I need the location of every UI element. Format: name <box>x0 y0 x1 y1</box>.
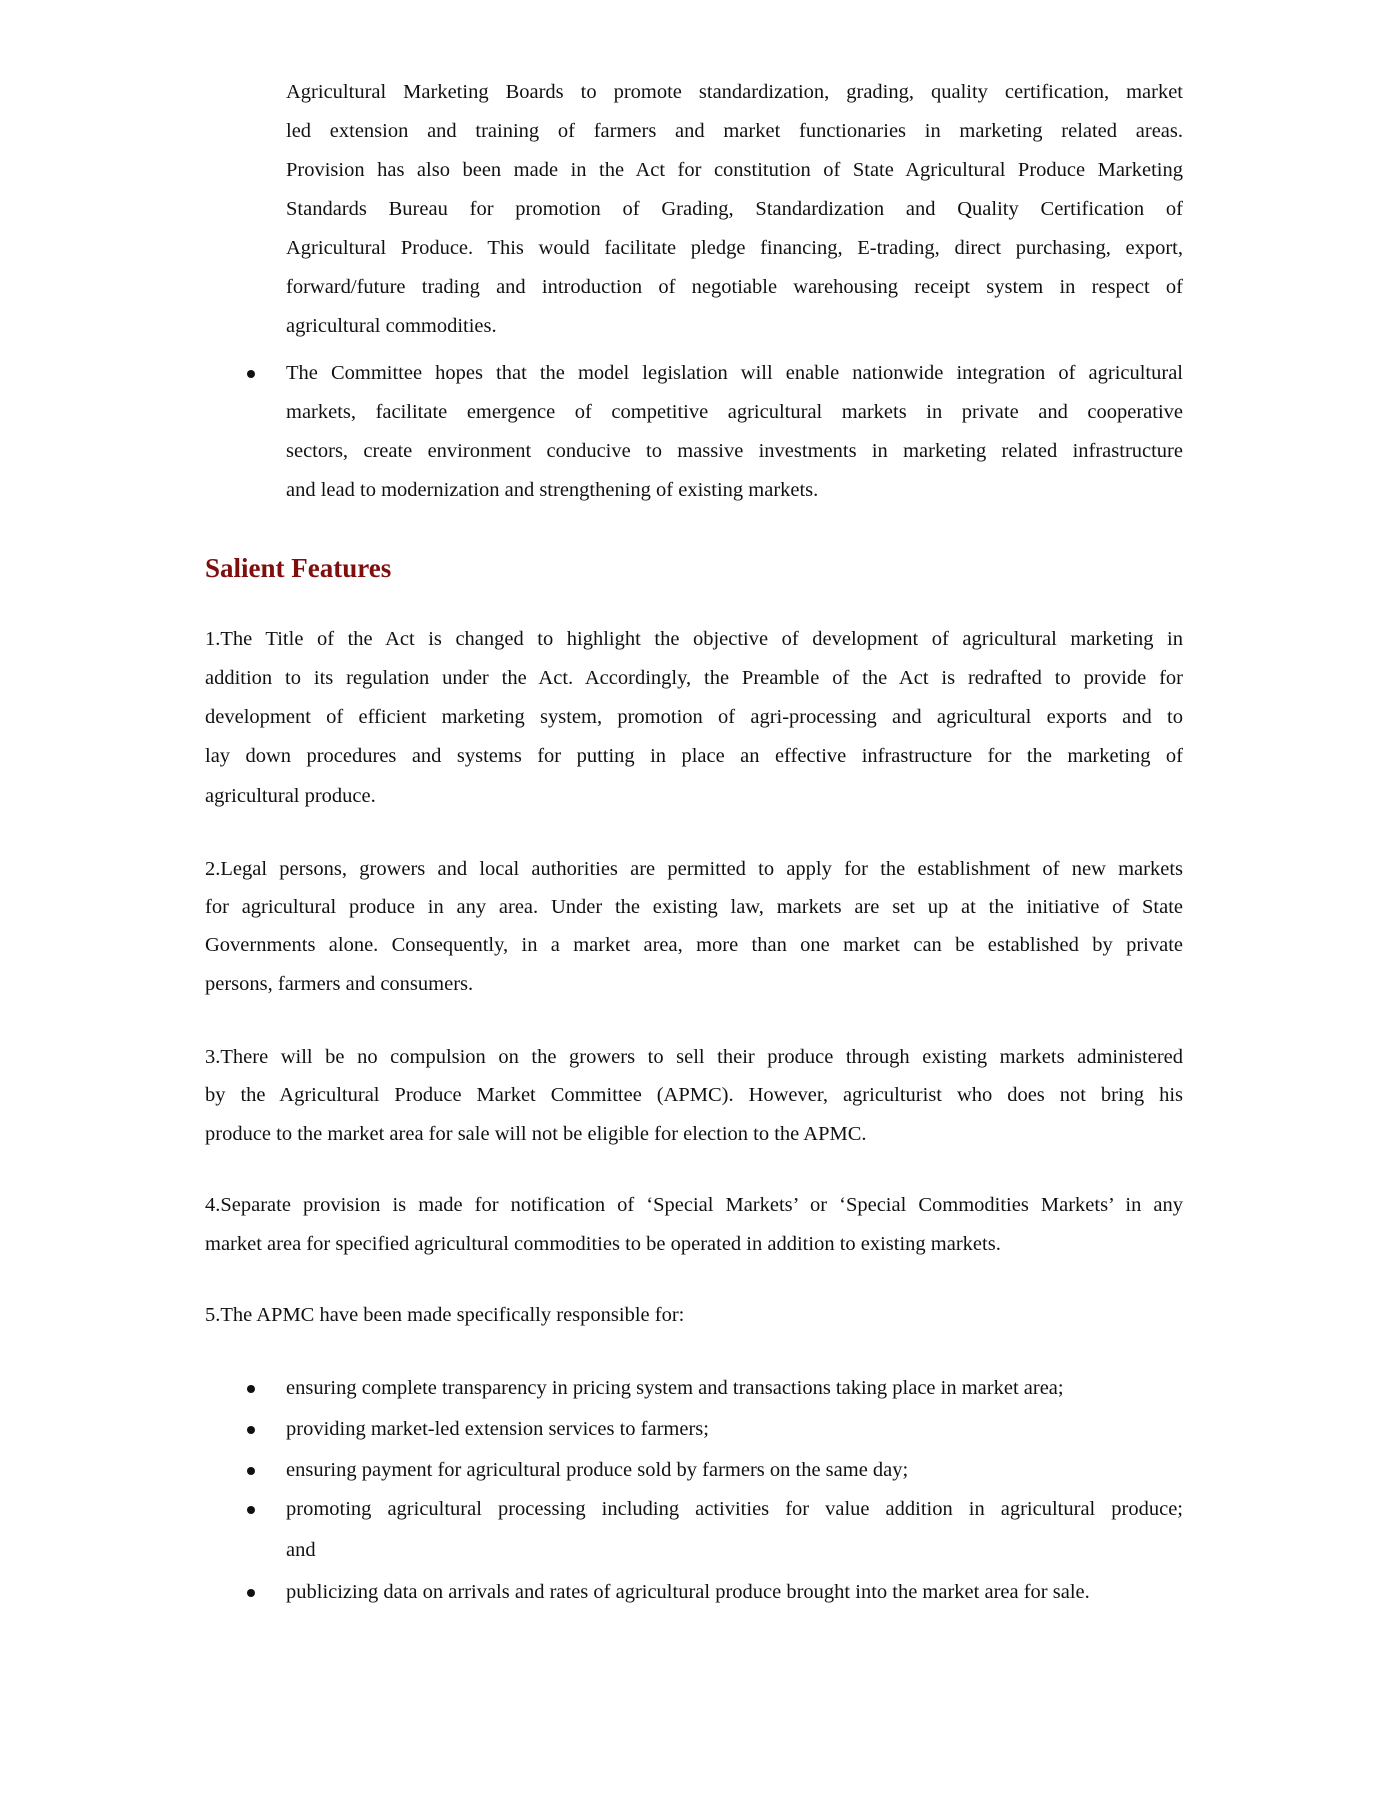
section-heading: Salient Features <box>205 553 392 583</box>
text-line: development of efficient marketing system, promotion of agri-processing and agricultural exports and to <box>205 706 1183 728</box>
bullet-icon <box>247 1467 255 1475</box>
text-line: publicizing data on arrivals and rates of agricultural produce brought into the market area for sale. <box>286 1581 1090 1603</box>
text-line: Agricultural Produce. This would facilitate pledge financing, E-trading, direct purchasing, export, <box>286 237 1183 259</box>
bullet-icon <box>247 370 255 378</box>
bullet-icon <box>247 1426 255 1434</box>
text-line: 1.The Title of the Act is changed to highlight the objective of development of agricultural marketing in <box>205 628 1183 650</box>
text-line: Standards Bureau for promotion of Grading, Standardization and Quality Certification of <box>286 198 1183 220</box>
text-line: 5.The APMC have been made specifically responsible for: <box>205 1304 685 1326</box>
text-line: lay down procedures and systems for putting in place an effective infrastructure for the marketing of <box>205 745 1183 767</box>
text-line: and <box>286 1539 316 1561</box>
text-line: persons, farmers and consumers. <box>205 973 474 995</box>
text-line: agricultural produce. <box>205 785 376 807</box>
text-line: forward/future trading and introduction of negotiable warehousing receipt system in respect of <box>286 276 1183 298</box>
text-line: ensuring complete transparency in pricing system and transactions taking place in market area; <box>286 1377 1064 1399</box>
text-line: agricultural commodities. <box>286 315 497 337</box>
text-line: 3.There will be no compulsion on the growers to sell their produce through existing markets administered <box>205 1046 1183 1068</box>
text-line: ensuring payment for agricultural produce sold by farmers on the same day; <box>286 1459 909 1481</box>
text-line: and lead to modernization and strengthening of existing markets. <box>286 479 819 501</box>
bullet-icon <box>247 1589 255 1597</box>
text-line: for agricultural produce in any area. Under the existing law, markets are set up at the initiative of State <box>205 896 1183 918</box>
bullet-icon <box>247 1385 255 1393</box>
text-line: addition to its regulation under the Act. Accordingly, the Preamble of the Act is redrafted to provide for <box>205 667 1183 689</box>
text-line: markets, facilitate emergence of competitive agricultural markets in private and cooperative <box>286 401 1183 423</box>
text-line: by the Agricultural Produce Market Committee (APMC). However, agriculturist who does not bring his <box>205 1084 1183 1106</box>
text-line: Agricultural Marketing Boards to promote standardization, grading, quality certification, market <box>286 81 1183 103</box>
text-line: 4.Separate provision is made for notification of ‘Special Markets’ or ‘Special Commodities Markets’ in any <box>205 1194 1183 1216</box>
bullet-icon <box>247 1506 255 1514</box>
text-line: Governments alone. Consequently, in a market area, more than one market can be established by private <box>205 934 1183 956</box>
text-line: The Committee hopes that the model legislation will enable nationwide integration of agricultural <box>286 362 1183 384</box>
text-line: led extension and training of farmers and market functionaries in marketing related areas. <box>286 120 1183 142</box>
text-line: providing market-led extension services to farmers; <box>286 1418 709 1440</box>
text-line: produce to the market area for sale will not be eligible for election to the APMC. <box>205 1123 867 1145</box>
text-line: market area for specified agricultural commodities to be operated in addition to existing markets. <box>205 1233 1001 1255</box>
text-line: sectors, create environment conducive to massive investments in marketing related infrastructure <box>286 440 1183 462</box>
text-line: promoting agricultural processing including activities for value addition in agricultural produce; <box>286 1498 1183 1520</box>
text-line: 2.Legal persons, growers and local authorities are permitted to apply for the establishment of new markets <box>205 858 1183 880</box>
text-line: Provision has also been made in the Act for constitution of State Agricultural Produce Marketing <box>286 159 1183 181</box>
